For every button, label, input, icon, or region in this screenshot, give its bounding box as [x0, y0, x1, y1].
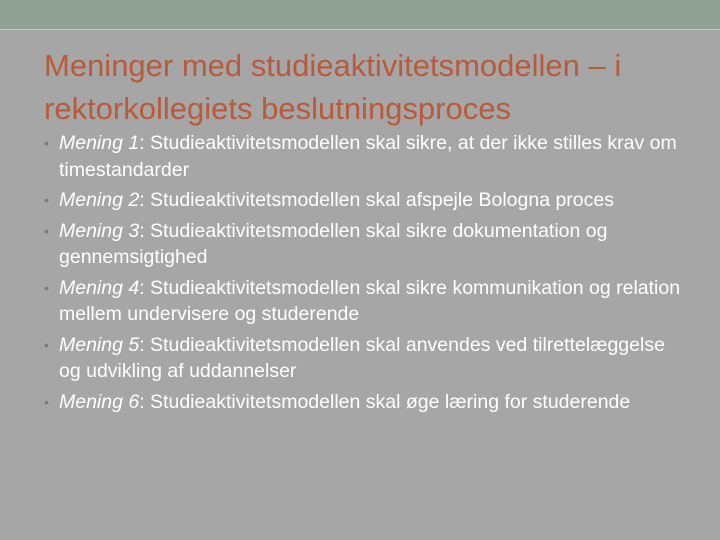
bullet-list: [44, 130, 684, 419]
bullet-label: Mening 1: [59, 132, 140, 154]
bullet-label: Mening 4: [59, 276, 140, 299]
bullet-item: [44, 130, 684, 183]
bullet-text: : Studieaktivitetsmodellen skal sikre kommunikation og relation mellem undervisere og studerende: [59, 276, 681, 325]
bullet-dot-icon: •: [44, 222, 49, 239]
bullet-text: : Studieaktivitetsmodellen skal sikre dokumentation og gennemsigtighed: [59, 219, 608, 268]
bullet-dot-icon: •: [44, 393, 49, 410]
bullet-text: : Studieaktivitetsmodellen skal afspejle Bologna proces: [139, 189, 614, 211]
bullet-label: Mening 3: [59, 219, 140, 242]
bullet-item: [44, 218, 684, 271]
top-accent-bar: [0, 0, 720, 29]
bullet-text: : Studieaktivitetsmodellen skal sikre, at der ikke stilles krav om timestandarder: [59, 132, 677, 181]
bullet-item: [44, 275, 684, 328]
bullet-label: Mening 6: [59, 390, 140, 413]
bullet-item: [44, 187, 684, 214]
bullet-dot-icon: •: [44, 336, 49, 353]
top-divider: [0, 29, 720, 30]
bullet-item: [44, 389, 684, 416]
bullet-item: [44, 332, 684, 385]
bullet-text: : Studieaktivitetsmodellen skal øge læring for studerende: [139, 390, 631, 413]
bullet-dot-icon: •: [44, 192, 49, 208]
slide-title: Meninger med studieaktivitetsmodellen – i rektorkollegiets beslutningsproces: [44, 48, 622, 126]
bullet-dot-icon: •: [44, 135, 49, 151]
bullet-label: Mening 2: [59, 189, 140, 211]
bullet-label: Mening 5: [59, 333, 140, 356]
bullet-text: : Studieaktivitetsmodellen skal anvendes ved tilrettelæggelse og udvikling af uddannelser: [59, 333, 665, 382]
bullet-dot-icon: •: [44, 279, 49, 296]
